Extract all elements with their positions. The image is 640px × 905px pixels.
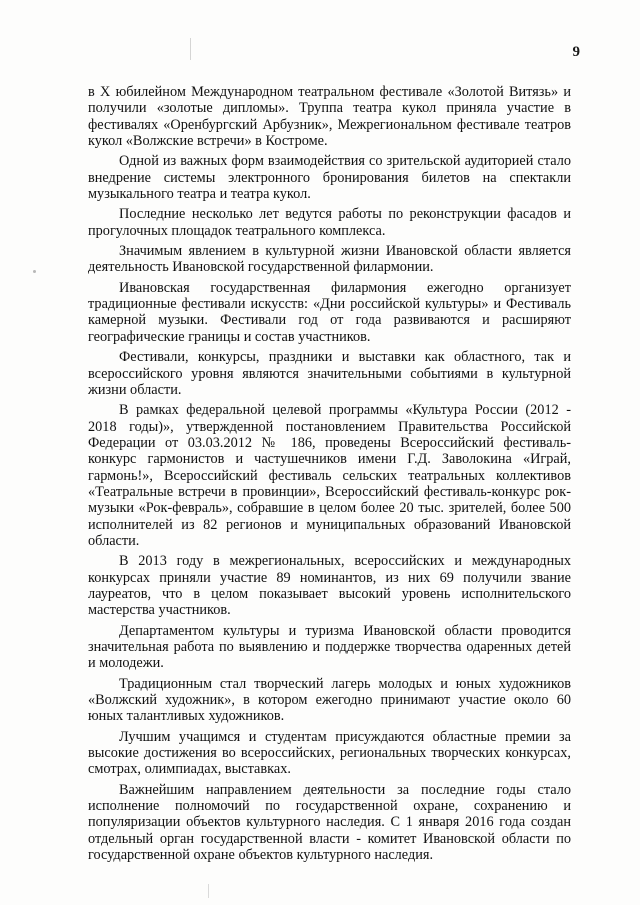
body-text bbox=[88, 84, 571, 867]
scan-mark bbox=[33, 270, 36, 273]
paragraph: Ивановская государственная филармония ежегодно организует традиционные фестивали искусств: «Дни российской культуры» и Фестиваль камерной музыки. Фестивали год от года развиваются и расширяют географические границы и состав участников. bbox=[88, 279, 571, 345]
scan-mark bbox=[208, 884, 209, 898]
paragraph: Департаментом культуры и туризма Ивановской области проводится значительная работа по выявлению и поддержке творчества одаренных детей и молодежи. bbox=[88, 622, 571, 672]
paragraph: В рамках федеральной целевой программы «Культура России (2012 - 2018 годы)», утвержденной постановлением Правительства Российской Федерации от 03.03.2012 № 186, проведены Всероссийский фестиваль-конкурс гармонистов и частушечников имени Г.Д. Заволокина «Играй, гармонь!», Всероссийский фестиваль сельских театральных коллективов «Театральные встречи в провинции», Всероссийский фестиваль-конкурс рок-музыки «Рок-февраль», собравшие в целом более 20 тыс. зрителей, более 500 исполнителей из 82 регионов и муниципальных образований Ивановской области. bbox=[88, 402, 571, 549]
paragraph: Значимым явлением в культурной жизни Ивановской области является деятельность Ивановской государственной филармонии. bbox=[88, 243, 571, 276]
paragraph: В 2013 году в межрегиональных, всероссийских и международных конкурсах приняли участие 89 номинантов, из них 69 получили звание лауреатов, что в целом показывает высокий уровень исполнительского мастерства участников. bbox=[88, 553, 571, 619]
paragraph: Традиционным стал творческий лагерь молодых и юных художников «Волжский художник», в котором ежегодно принимают участие около 60 юных талантливых художников. bbox=[88, 675, 571, 725]
scan-mark bbox=[190, 38, 191, 60]
paragraph: Последние несколько лет ведутся работы по реконструкции фасадов и прогулочных площадок театрального комплекса. bbox=[88, 206, 571, 239]
paragraph: Фестивали, конкурсы, праздники и выставки как областного, так и всероссийского уровня являются значительными событиями в культурной жизни области. bbox=[88, 349, 571, 398]
paragraph: Лучшим учащимся и студентам присуждаются областные премии за высокие достижения во всероссийских, региональных творческих конкурсах, смотрах, олимпиадах, выставках. bbox=[88, 728, 571, 778]
page-number: 9 bbox=[572, 44, 580, 60]
paragraph: в Х юбилейном Международном театральном фестивале «Золотой Витязь» и получили «золотые дипломы». Труппа театра кукол приняла участие в фестивалях «Оренбургский Арбузник», Межрегиональном фестивале театров кукол «Волжские встречи» в Костроме. bbox=[88, 84, 571, 150]
paragraph: Важнейшим направлением деятельности за последние годы стало исполнение полномочий по государственной охране, сохранению и популяризации объектов культурного наследия. С 1 января 2016 года создан отдельный орган государственной власти - комитет Ивановской области по государственной охране объектов культурного наследия. bbox=[88, 781, 571, 864]
paragraph: Одной из важных форм взаимодействия со зрительской аудиторией стало внедрение системы электронного бронирования билетов на спектакли музыкального театра и театра кукол. bbox=[88, 153, 571, 203]
